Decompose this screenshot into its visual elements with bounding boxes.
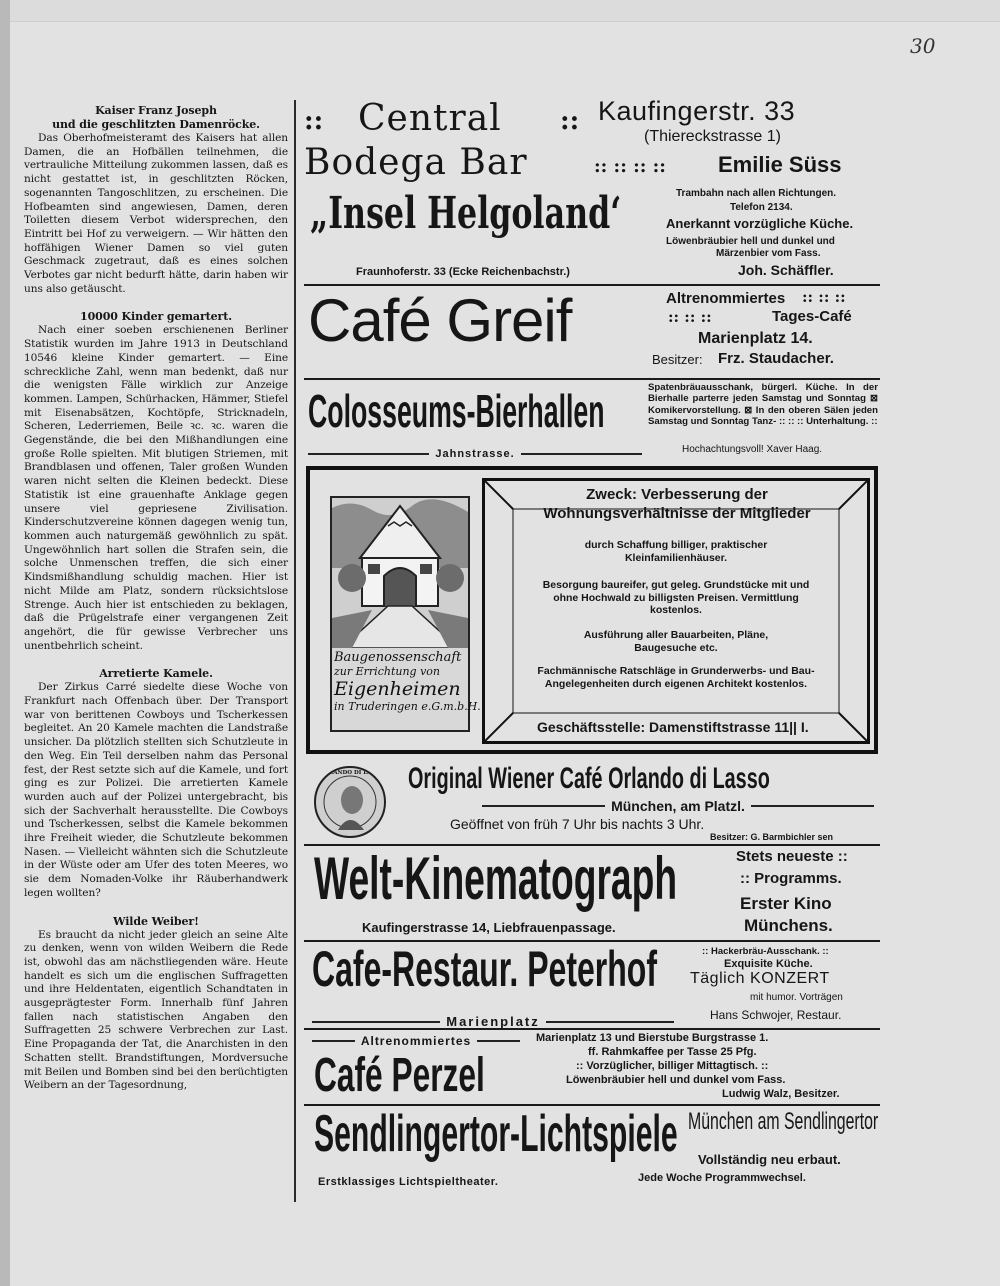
- zweck: [527, 485, 827, 523]
- service-item: durch Schaffung billiger, praktischer Kleinfamilienhäuser.: [584, 539, 768, 564]
- service-item: Ausführung aller Bauarbeiten, Pläne, Baugesuche etc.: [583, 629, 769, 654]
- ad-sendlingertor-lichtspiele: [304, 1105, 880, 1194]
- cinema-name: Sendlingertor-Lichtspiele: [314, 1105, 678, 1163]
- info-line: Exquisite Küche.: [724, 958, 813, 970]
- portrait-icon: [316, 768, 384, 836]
- owner: Frz. Staudacher.: [718, 350, 834, 367]
- left-column: [24, 104, 288, 1107]
- info-line: Anerkannt vorzügliche Küche.: [666, 216, 854, 231]
- info-line: Marienplatz 14.: [698, 330, 813, 347]
- location-row: [482, 798, 874, 814]
- article-kaiser: [24, 104, 288, 296]
- scan-top-margin: [0, 0, 1000, 22]
- info-line: Löwenbräubier hell und dunkel vom Fass.: [566, 1074, 786, 1086]
- location: München am Sendlingertor: [688, 1108, 879, 1135]
- article-title: Arretierte Kamele.: [99, 667, 213, 681]
- dots-row: :: :: :: ::: [594, 156, 666, 177]
- dots: ::: [304, 106, 324, 136]
- owner-label: Besitzer:: [652, 352, 703, 367]
- street-row: [312, 1014, 674, 1029]
- dots: :: :: ::: [802, 288, 846, 306]
- info-line: Marienplatz 13 und Bierstube Burgstrasse 1.: [536, 1032, 769, 1044]
- logo-line: zur Errichtung von: [334, 665, 440, 678]
- info-line: Stets neueste ::: [736, 848, 848, 865]
- info-line: Telefon 2134.: [730, 202, 793, 213]
- ad-cafe-greif: [304, 288, 880, 380]
- street-row: [308, 448, 642, 460]
- article-weiber: [24, 915, 288, 1093]
- cafe-name: Original Wiener Café Orlando di Lasso: [408, 762, 770, 795]
- restaurant-name: Cafe-Restaur. Peterhof: [312, 941, 657, 997]
- owner: Emilie Süss: [718, 152, 842, 177]
- tagline: Erstklassiges Lichtspieltheater.: [318, 1176, 499, 1188]
- article-kinder: [24, 310, 288, 653]
- info-line: Münchens.: [744, 916, 833, 935]
- article-body: Es braucht da nicht jeder gleich an seine Alte zu denken, wenn von wilden Weibern die Rede ist, obwohl das am nächstliegenden wäre. Heute handelt es sich um die englischen Suffragetten und ihre Heldentaten, eigentlich Schandtaten in ausgeprägtester Form. Innerhalb fünf Jahren fallen nach statistischen Angaben den Suffragetten 25 schwere Verbrechen zur Last. Eine Propaganda der Tat, die Anarchisten in den Schatten stellt. Brandstiftungen, Mordversuche mit Beilen und Bomben sind bei den berüchtigten Weibern an der Tagesordnung,: [24, 928, 288, 1092]
- info-line: Jede Woche Programmwechsel.: [638, 1172, 806, 1184]
- street-sub: (Thiereckstrasse 1): [644, 128, 781, 145]
- cafe-name: Café Perzel: [314, 1049, 485, 1102]
- ad-cafe-orlando: [304, 760, 880, 846]
- article-subtitle: und die geschlitzten Damenröcke.: [52, 118, 260, 131]
- zweck-label: Zweck:: [586, 486, 637, 503]
- rule: [546, 1021, 674, 1023]
- info-line: :: Programms.: [740, 870, 842, 887]
- logo-text: [334, 650, 481, 713]
- info-frame: [482, 478, 870, 744]
- rule: [482, 805, 605, 807]
- label-row: [312, 1034, 520, 1048]
- street: Jahnstrasse.: [435, 448, 515, 460]
- rule: [308, 453, 429, 455]
- article-kamele: [24, 667, 288, 900]
- cinema-name: Welt-Kinematograph: [314, 845, 678, 912]
- street: Kaufingerstr. 33: [598, 96, 796, 126]
- ad-colosseums-bierhallen: [304, 382, 880, 462]
- article-title: Kaiser Franz Joseph: [95, 104, 217, 117]
- greeting: Hochachtungsvoll! Xaver Haag.: [682, 444, 823, 455]
- info-line: Vollständig neu erbaut.: [698, 1152, 841, 1167]
- bar-name-line2: Bodega Bar: [304, 142, 528, 183]
- info-line: Märzenbier vom Fass.: [716, 248, 821, 259]
- hours: Geöffnet von früh 7 Uhr bis nachts 3 Uhr.: [450, 816, 705, 832]
- info-line: ff. Rahmkaffee per Tasse 25 Pfg.: [588, 1046, 757, 1058]
- info-line: Trambahn nach allen Richtungen.: [676, 188, 837, 199]
- owner: Besitzer: G. Barmbichler sen: [710, 832, 834, 842]
- street: Marienplatz: [446, 1014, 540, 1029]
- service-item: Fachmännische Ratschläge in Grunderwerbs- und Bau-Angelegenheiten durch eigenen Architekt kostenlos.: [537, 665, 815, 690]
- rule: [521, 453, 642, 455]
- info-line: Altrenommiertes: [666, 290, 786, 307]
- logo-line: in Truderingen e.G.m.b.H.: [334, 700, 481, 713]
- logo-line: Baugenossenschaft: [334, 650, 462, 665]
- hall-name: Colosseums-Bierhallen: [308, 385, 605, 437]
- info-line: Tages-Café: [772, 308, 852, 325]
- label: Altrenommiertes: [360, 1034, 472, 1048]
- article-body: Nach einer soeben erschienenen Berliner Statistik wurden im Jahre 1913 in Deutschland 10546 kleine Kinder gemartert. — Eine schreckliche Zahl, wenn man bedenkt, daß nur die wenigsten Fälle wirklich zur Anzeige kommen. Lampen, Schürhacken, Hämmer, Stiefel mit Eisenabsätzen, Kochtöpfe, Stricknadeln, Scheren, Lederriemen, Beile ꝛc. ꝛc. waren die Gegenstände, die bei den Mißhandlungen eine große Rolle spielten. Mit blutigen Striemen, mit Brandblasen und offenen, Taler großen Wunden waren nicht selten die Kleinen bedeckt. Diese Statistik ist eine grauenhafte Anklage gegen unsere viel gepriesene Zivilisation. Kinderschutzvereine können dagegen wenig tun, kommen auch naturgemäß gewöhnlich zu spät. Ungewöhnlich hart sollen die Strafen sein, die solche Unmenschen treffen, die sich einer Kindsmißhandlung schuldig machen. Hier ist nicht Milde am Platz, sondern rücksichtslose Strenge. Auch hier ist entschieden zu beklagen, daß die Prügelstrafe einer vergangenen Zeit angehört, die für gewisse Verbrecher uns unentbehrlich scheint.: [24, 324, 288, 652]
- rule: [312, 1021, 440, 1023]
- location: München, am Platzl.: [611, 798, 745, 814]
- description: Spatenbräuausschank, bürgerl. Küche. In der Bierhalle parterre jeden Samstag und Sonntag ⊠ Komikervorstellung. ⊠ In den oberen Sälen jeden Samstag und Sonntag Tanz- :: :: :: Unterhaltung. ::: [648, 382, 878, 428]
- page-number: 30: [910, 34, 936, 58]
- article-title: 10000 Kinder gemartert.: [80, 310, 232, 324]
- logo-panel: [330, 496, 481, 732]
- rule: [477, 1040, 520, 1042]
- restaurant-name: „Insel Helgoland‘: [310, 188, 622, 239]
- dots: :: :: ::: [668, 308, 712, 326]
- address: Kaufingerstrasse 14, Liebfrauenpassage.: [362, 920, 616, 935]
- cafe-name: Café Greif: [308, 287, 572, 354]
- medallion-text: ORLANDO DI LASSO: [320, 770, 385, 776]
- service-item: Besorgung baureifer, gut geleg. Grundstücke mit und ohne Hochwald zu billigsten Preisen. Vermittlung kostenlos.: [542, 579, 810, 616]
- ad-baugenossenschaft: [306, 466, 878, 754]
- ad-welt-kinematograph: [304, 845, 880, 942]
- info-line: Löwenbräubier hell und dunkel und: [666, 236, 835, 247]
- info-line: :: Vorzüglicher, billiger Mittagtisch. ::: [576, 1060, 769, 1072]
- owner: Joh. Schäffler.: [738, 262, 834, 278]
- address: Fraunhoferstr. 33 (Ecke Reichenbachstr.): [356, 266, 570, 278]
- owner: Ludwig Walz, Besitzer.: [722, 1088, 840, 1100]
- logo-line: Eigenheimen: [334, 678, 461, 700]
- rule: [751, 805, 874, 807]
- medallion: [314, 766, 386, 838]
- rule: [312, 1040, 355, 1042]
- zweck-text: Verbesserung der Wohnungsverhältnisse der Mitglieder: [543, 486, 811, 522]
- article-title: Wilde Weiber!: [113, 914, 199, 928]
- info-line: Erster Kino: [740, 894, 832, 913]
- house-illustration: [332, 498, 468, 648]
- bar-name-line1: Central: [358, 98, 502, 139]
- office-address: Geschäftsstelle: Damenstiftstrasse 11|| I.: [537, 719, 809, 735]
- ad-central-bodega: [304, 94, 880, 182]
- scan-left-edge: [0, 0, 10, 1286]
- column-divider: [294, 100, 296, 1202]
- ad-cafe-perzel: [304, 1032, 880, 1106]
- info-line: :: Hackerbräu-Ausschank. ::: [702, 946, 829, 957]
- article-body: Das Oberhofmeisteramt des Kaisers hat allen Damen, die an Hofbällen teilnehmen, die vertrauliche Mitteilung zukommen lassen, daß es nicht gestattet ist, in geschlitzten Röcken, sogenannten Tangoschlitzen, zu erscheinen. Die Hofbeamten sind angewiesen, Damen, deren Toiletten diesem Verbot widersprechen, den Eintritt bei Hof zu verweigern. — Wir hätten den hoffähigen Wiener Damen so viel guten Geschmack zugetraut, daß es eines solchen Verbotes gar nicht bedurft hätte, darin haben wir uns also getäuscht.: [24, 132, 288, 295]
- dots: ::: [560, 106, 580, 136]
- info-line: mit humor. Vorträgen: [750, 992, 843, 1003]
- info-line: Täglich KONZERT: [690, 970, 830, 987]
- article-body: Der Zirkus Carré siedelte diese Woche von Frankfurt nach Offenbach über. Der Transport war von berittenen Cowboys und Tscherkessen begleitet. An 20 Kamele machten die Landstraße unsicher. Da plötzlich stellten sich Schutzleute in den Weg. Ein Teil derselben nahm das Personal fest, der Rest setzte sich auf die Kamele, und fort ging es zur Polizei. Die arretierten Kamele wurden auch auf der Polizei untergebracht, bis sich der Sachverhalt herausstellte. Die Cowboys und Tscherkessen, selbst die Kamele bekommen ihre Freiheit wieder, die Schutzleute bekommen Nasen. — Vielleicht wähnten sich die Schutzleute in der Wüste oder am Ufer des toten Meeres, wo sie dem Nomaden-Volke ihr Räuberhandwerk legen wollten?: [24, 681, 288, 899]
- owner: Hans Schwojer, Restaur.: [710, 1008, 842, 1022]
- ad-peterhof: [304, 941, 880, 1030]
- ad-insel-helgoland: [304, 182, 880, 286]
